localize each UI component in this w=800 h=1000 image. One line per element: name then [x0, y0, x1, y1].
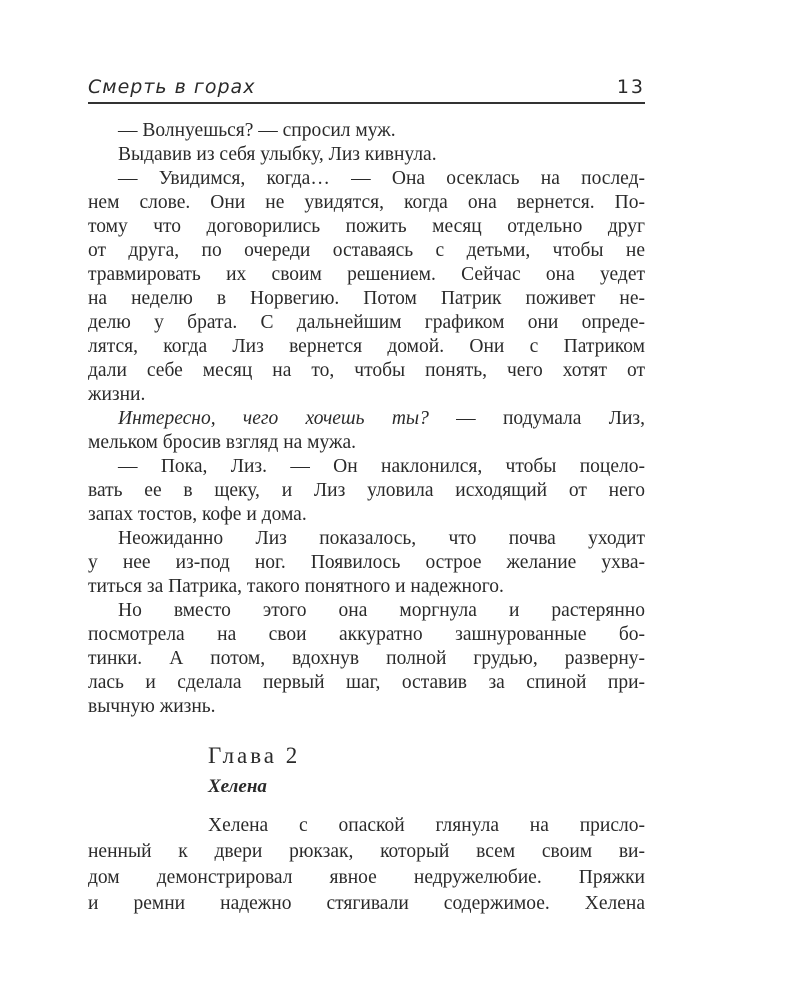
text-line: лятся, когда Лиз вернется домой. Они с Патриком — [88, 336, 645, 357]
text-line: запах тостов, кофе и дома. — [88, 504, 307, 525]
text-line: и ремни надежно стягивали содержимое. Хелена — [88, 893, 645, 914]
text-line: Выдавив из себя улыбку, Лиз кивнула. — [118, 144, 437, 165]
text-line: — Пока, Лиз. — Он наклонился, чтобы поцело- — [118, 456, 645, 477]
text-line: травмировать их своим решением. Сейчас она уедет — [88, 264, 645, 285]
text-line: делю у брата. С дальнейшим графиком они опреде- — [88, 312, 645, 333]
text-line: у нее из-под ног. Появилось острое желание ухва- — [88, 552, 645, 573]
text-line: — Увидимся, когда… — Она осеклась на послед- — [118, 168, 645, 189]
running-title: Смерть в горах — [88, 76, 256, 98]
chapter-title: Глава 2 — [208, 743, 301, 768]
text-line: вать ее в щеку, и Лиз уловила исходящий от него — [88, 480, 645, 501]
chapter-subtitle: Хелена — [208, 776, 267, 797]
text-line: тому что договорились пожить месяц отдельно друг — [88, 216, 645, 237]
main-text — [88, 119, 645, 719]
text-line: дом демонстрировал явное недружелюбие. Пряжки — [88, 867, 645, 888]
text-line: ненный к двери рюкзак, который всем своим ви- — [88, 841, 645, 862]
text-line: на неделю в Норвегию. Потом Патрик поживет не- — [88, 288, 645, 309]
page-number: 13 — [616, 76, 645, 98]
text-line: вычную жизнь. — [88, 696, 216, 717]
text-line: посмотрела на свои аккуратно зашнурованные бо- — [88, 624, 645, 645]
text-line: лась и сделала первый шаг, оставив за спиной при- — [88, 672, 645, 693]
text-line: жизни. — [88, 384, 146, 405]
chapter-text — [88, 813, 645, 917]
text-line: от друга, по очереди оставаясь с детьми, чтобы не — [88, 240, 645, 261]
text-line: мельком бросив взгляд на мужа. — [88, 432, 356, 453]
text-line: тинки. А потом, вдохнув полной грудью, разверну- — [88, 648, 645, 669]
text-line: — Волнуешься? — спросил муж. — [118, 120, 396, 141]
text-line: титься за Патрика, такого понятного и надежного. — [88, 576, 504, 597]
text-line — [88, 407, 645, 431]
running-header — [88, 76, 645, 104]
text-line: дали себе месяц на то, чтобы понять, чего хотят от — [88, 360, 645, 381]
italic-thought: Интересно, чего хочешь ты? — [118, 408, 429, 429]
text-line: Неожиданно Лиз показалось, что почва уходит — [118, 528, 645, 549]
text-line: нем слове. Они не увидятся, когда она вернется. По- — [88, 192, 645, 213]
text-fragment: — подумала Лиз, — [428, 408, 645, 429]
text-line: Хелена с опаской глянула на присло- — [208, 815, 645, 836]
text-line: Но вместо этого она моргнула и растерянно — [118, 600, 645, 621]
